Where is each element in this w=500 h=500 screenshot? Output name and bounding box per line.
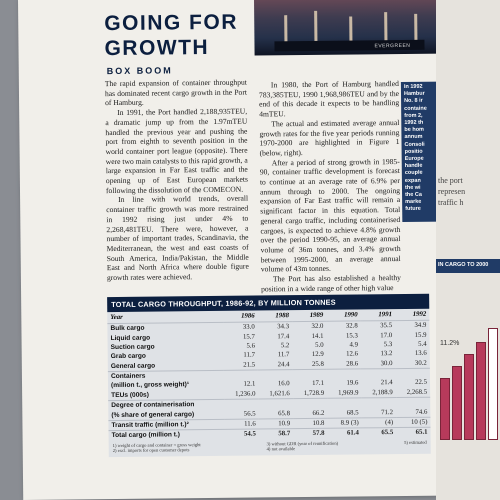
table-cell	[224, 370, 258, 380]
table-cell: 71.2	[362, 407, 396, 417]
ship-name: EVERGREEN	[374, 42, 411, 50]
table-cell: 10 (5)	[396, 417, 430, 428]
table-cell: 17.1	[312, 380, 325, 388]
facing-page-text: the port represen traffic h	[438, 176, 466, 207]
paragraph: In 1991, the Port handled 2,188,935TEU, a dramatic jump up from the 1.97mTEU handled the previous year and pushing the port from eighth to seventh position in the world container port league (opposite). There were two main catalysts to this rapid growth, a large expansion in Far East traffic and the opening up of East European markets following the dissolution of the COMECON.	[105, 106, 248, 195]
table-cell: 65.8	[259, 409, 293, 419]
row-label: (million t., gross weight)¹	[111, 381, 190, 390]
table-cell: 12.1	[243, 380, 256, 389]
table-title: TOTAL CARGO THROUGHPUT, 1986-92, BY MILLION TONNES	[107, 294, 429, 312]
table-cell: 30.2	[395, 358, 429, 368]
title-line-1: GOING FOR	[104, 10, 239, 36]
magazine-page	[18, 0, 443, 500]
sidebar-text: In 1992 Hambur No. 8 ir containe from 2, 1992 th be hom annum Consoli positio Europe handle couple expan the wi the Ca marke future	[403, 83, 427, 213]
row-label: Containers	[110, 372, 146, 381]
table-cell: 35.5	[380, 322, 393, 330]
table-cell: 17.0	[380, 331, 393, 339]
table-cell: 15.3	[345, 332, 358, 340]
table-cell: 17.4	[277, 332, 290, 340]
row-label: Degree of containerisation	[111, 401, 195, 410]
footnote: 3) without GDR (year of reunification)	[266, 440, 339, 446]
table-cell: 16.0	[277, 380, 290, 388]
table-cell: 2,188.9	[361, 388, 395, 398]
table-cell: 10.9	[259, 418, 293, 429]
table-cell: 12.6	[346, 350, 359, 358]
facing-page	[436, 0, 500, 500]
facing-chart-value-label: 11.2%	[440, 340, 460, 347]
column-header: 1986	[223, 311, 257, 323]
table-cell: 15.9	[414, 331, 427, 339]
paragraph: The rapid expansion of container throughput has dominated recent cargo growth in the Port of Hamburg.	[104, 77, 248, 108]
footnote: 5) estimated	[404, 439, 427, 445]
table-cell: 19.6	[346, 379, 359, 388]
table-cell: 2,268.5	[396, 387, 430, 397]
table-cell: 34.9	[414, 321, 427, 330]
column-header: 1989	[292, 310, 326, 322]
table-cell: 13.6	[414, 350, 427, 358]
table-cell: 32.8	[345, 322, 358, 330]
column-header: 1992	[395, 309, 429, 321]
column-header: 1991	[361, 309, 395, 321]
facing-chart-bar	[488, 328, 498, 440]
table-cell: 11.7	[277, 351, 290, 359]
facing-chart-heading: IN CARGO TO 2000	[436, 259, 500, 273]
table-cell: 56.5	[224, 409, 258, 419]
table-cell	[293, 398, 327, 408]
table-cell	[361, 368, 395, 378]
facing-chart-bar	[452, 366, 462, 440]
table-cell: 65.5	[362, 428, 396, 438]
table-cell: 57.8	[293, 428, 327, 438]
table-cell: 1,236.0	[224, 389, 258, 399]
table-cell: 5.4	[418, 340, 427, 348]
table-cell: 15.7	[242, 333, 255, 341]
table-cell	[396, 368, 430, 378]
table-cell	[327, 398, 361, 408]
section-heading: BOX BOOM	[106, 65, 173, 77]
table-cell: 54.5	[225, 429, 259, 439]
cargo-table	[107, 309, 430, 441]
table-cell: 61.4	[328, 428, 362, 438]
facing-chart-bar	[476, 342, 486, 440]
table-cell	[327, 369, 361, 379]
table-cell: 1,969.9	[327, 388, 361, 398]
column-header: Year	[107, 311, 223, 324]
table-cell: 22.5	[415, 379, 428, 387]
table-cell: 30.0	[361, 359, 395, 369]
facing-chart-bar	[464, 354, 474, 440]
table-cell: 21.5	[224, 360, 258, 370]
title-line-2: GROWTH	[104, 36, 210, 61]
table-cell: 65.1	[396, 427, 430, 437]
table-cell: 1,621.6	[258, 389, 292, 399]
footnote: 2) excl. imports for open customer depots	[112, 446, 190, 453]
left-text-column	[105, 78, 249, 283]
row-label: Suction cargo	[110, 343, 155, 351]
table-cell: 28.6	[327, 359, 361, 369]
page-title	[104, 10, 255, 62]
table-cell: 11.7	[243, 351, 256, 359]
table-cell	[258, 370, 292, 380]
port-photo	[254, 0, 443, 56]
row-label: TEUs (000s)	[108, 389, 224, 400]
table-cell	[396, 397, 430, 407]
paragraph: The actual and estimated average annual growth rates for the five year periods running 1970-2000 are highlighted in Figure 1 (below, right).	[259, 117, 400, 158]
table-cell	[293, 369, 327, 379]
table-cell: 8.9 (3)	[327, 418, 361, 429]
facing-chart-bar	[440, 378, 450, 440]
row-label: Grab cargo	[110, 352, 146, 361]
table-cell: 4.9	[349, 341, 358, 349]
middle-text-column	[259, 79, 401, 294]
table-cell: 5.6	[246, 342, 256, 350]
footnote: 1) weight of cargo and container = gross weight	[112, 441, 201, 448]
table-cell: 10.8	[293, 418, 327, 429]
table-cell: 21.4	[380, 379, 393, 387]
table-cell	[224, 399, 258, 409]
paragraph: In 1980, the Port of Hamburg handled 783,385TEU, 1990 1,968,986TEU and by the end of this decade it expects to be handling 4mTEU.	[258, 79, 400, 119]
table-cell: 24.4	[258, 360, 292, 370]
paragraph: In line with world trends, overall container traffic growth was more restrained in 1992 rising just under 4% to 2,268,481TEU. There were, however, a number of important trades, Scandinavia, the Mediterranean, the west and east coasts of South America, India/Pakistan, the Middle East and North Africa where double figure growth rates were achieved.	[106, 194, 249, 283]
table-footnotes	[109, 437, 431, 456]
table-cell: 5.2	[280, 342, 290, 350]
table-cell: 13.2	[380, 350, 393, 358]
table-cell: 1,728.9	[293, 388, 327, 398]
paragraph: The Port has also established a healthy position in a wide range of other high value	[260, 273, 401, 294]
cargo-table-box	[107, 294, 431, 457]
table-cell: 12.9	[311, 351, 324, 359]
table-cell: 34.3	[277, 323, 290, 331]
footnote: 4) not available	[266, 445, 296, 451]
row-label: Transit traffic (million t.)²	[108, 419, 224, 431]
table-cell: 5.0	[315, 341, 324, 349]
table-cell: 74.6	[396, 407, 430, 417]
row-label: General cargo	[108, 360, 224, 371]
row-label: Total cargo (million t.)	[109, 429, 225, 440]
table-cell: 5.3	[383, 341, 393, 349]
table-cell: 25.8	[292, 359, 326, 369]
table-cell: 14.1	[311, 332, 324, 340]
row-label: Bulk cargo	[110, 324, 145, 333]
table-cell: 11.6	[224, 419, 258, 430]
table-body	[107, 320, 430, 440]
table-cell	[259, 399, 293, 409]
table-cell: 58.7	[259, 429, 293, 439]
table-cell	[362, 398, 396, 408]
table-cell: 32.0	[311, 323, 324, 331]
table-cell: 66.2	[293, 408, 327, 418]
table-cell: 68.5	[327, 408, 361, 418]
row-label: (% share of general cargo)	[108, 409, 224, 420]
column-header: 1990	[326, 309, 360, 321]
table-cell: (4)	[362, 417, 396, 428]
paragraph: After a period of strong growth in 1985-90, container traffic development is forecast to continue at an average rate of 6.9% per annum through to 2000. The ongoing expansion of Far East traffic will remain a significant factor in this equation. Total general cargo traffic, including containerised cargoes, is expected to achieve 4.8% growth over the period 1990-95, an average annual volume of 36m tonnes, and 3.4% growth between 1995-2000, an average annual volume of 43m tonnes.	[259, 156, 401, 274]
table-cell: 33.0	[242, 323, 255, 331]
row-label: Liquid cargo	[110, 334, 151, 342]
column-header: 1988	[258, 310, 292, 322]
